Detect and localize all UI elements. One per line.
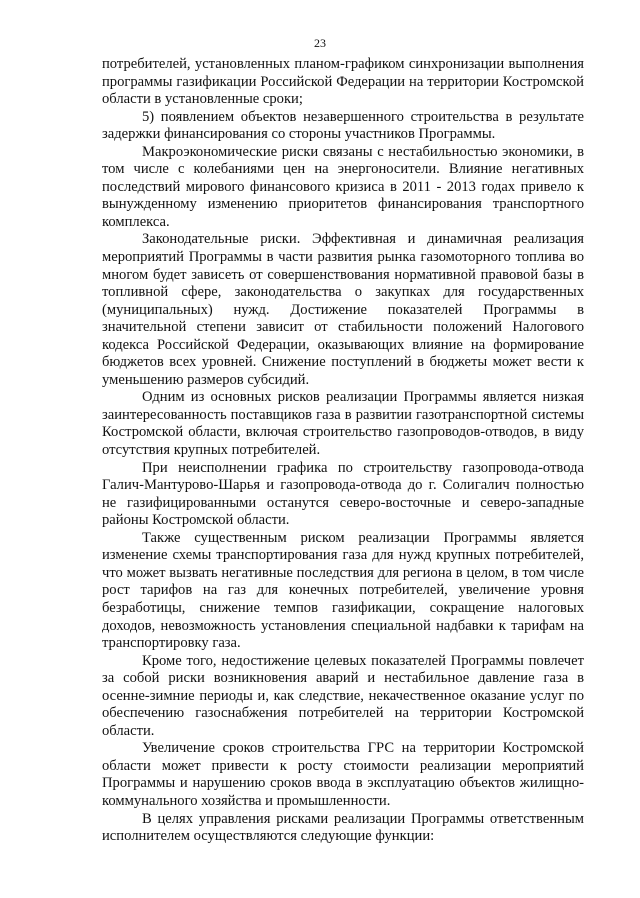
paragraph-item-5: 5) появлением объектов незавершенного строительства в результате задержки финансирования со стороны участников Программы.: [102, 108, 584, 143]
paragraph-target-indicators-risk: Кроме того, недостижение целевых показателей Программы повлечет за собой риски возникновения аварий и нестабильное давление газа в осенне-зимние периоды и, как следствие, некачественное оказание услуг по обеспечению газоснабжения потребителей на территории Костромской области.: [102, 652, 584, 739]
paragraph-grs-construction-risk: Увеличение сроков строительства ГРС на территории Костромской области может привести к росту стоимости реализации мероприятий Программы и нарушению сроков ввода в эксплуатацию объектов жилищно-коммунального хозяйства и промышленности.: [102, 740, 584, 809]
paragraph-supplier-interest-risk: Одним из основных рисков реализации Программы является низкая заинтересованность поставщиков газа в развитии газотранспортной системы Костромской области, включая строительство газопроводов-отводов, в виду отсутствия крупных потребителей.: [102, 389, 584, 459]
document-body: [102, 56, 584, 846]
paragraph-risk-management: В целях управления рисками реализации Программы ответственным исполнителем осуществляются следующие функции:: [102, 810, 584, 845]
paragraph-continuation: потребителей, установленных планом-графиком синхронизации выполнения программы газификации Российской Федерации на территории Костромской области в установленные сроки;: [102, 56, 584, 108]
paragraph-legislative-risks: Законодательные риски. Эффективная и динамичная реализация мероприятий Программы в части развития рынка газомоторного топлива во многом будет зависеть от совершенствования нормативной правовой базы в топливной сфере, законодательства о закупках для государственных (муниципальных) нужд. Достижение показателей Программы в значительной степени зависит от стабильности положений Налогового кодекса Российской Федерации, оказывающих влияние на формирование бюджетов всех уровней. Снижение поступлений в бюджеты может вести к уменьшению размеров субсидий.: [102, 231, 584, 388]
paragraph-transport-scheme-risk: Также существенным риском реализации Программы является изменение схемы транспортирования газа для нужд крупных потребителей, что может вызвать негативные последствия для региона в целом, в том числе рост тарифов на газ для конечных потребителей, увеличение уровня безработицы, снижение темпов газификации, сокращение налоговых доходов, невозможность установления специальной надбавки к тарифам на транспортировку газа.: [102, 529, 584, 652]
page-number: 23: [314, 36, 326, 50]
paragraph-macroeconomic-risks: Макроэкономические риски связаны с нестабильностью экономики, в том числе с колебаниями цен на энергоносители. Влияние негативных последствий мирового финансового кризиса в 2011 - 2013 годах привело к вынужденному изменению приоритетов финансирования транспортного комплекса.: [102, 143, 584, 230]
paragraph-pipeline-schedule-risk: При неисполнении графика по строительству газопровода-отвода Галич-Мантурово-Шарья и газопровода-отвода до г. Солигалич полностью не газифицированными останутся северо-восточные и северо-западные районы Костромской области.: [102, 459, 584, 529]
